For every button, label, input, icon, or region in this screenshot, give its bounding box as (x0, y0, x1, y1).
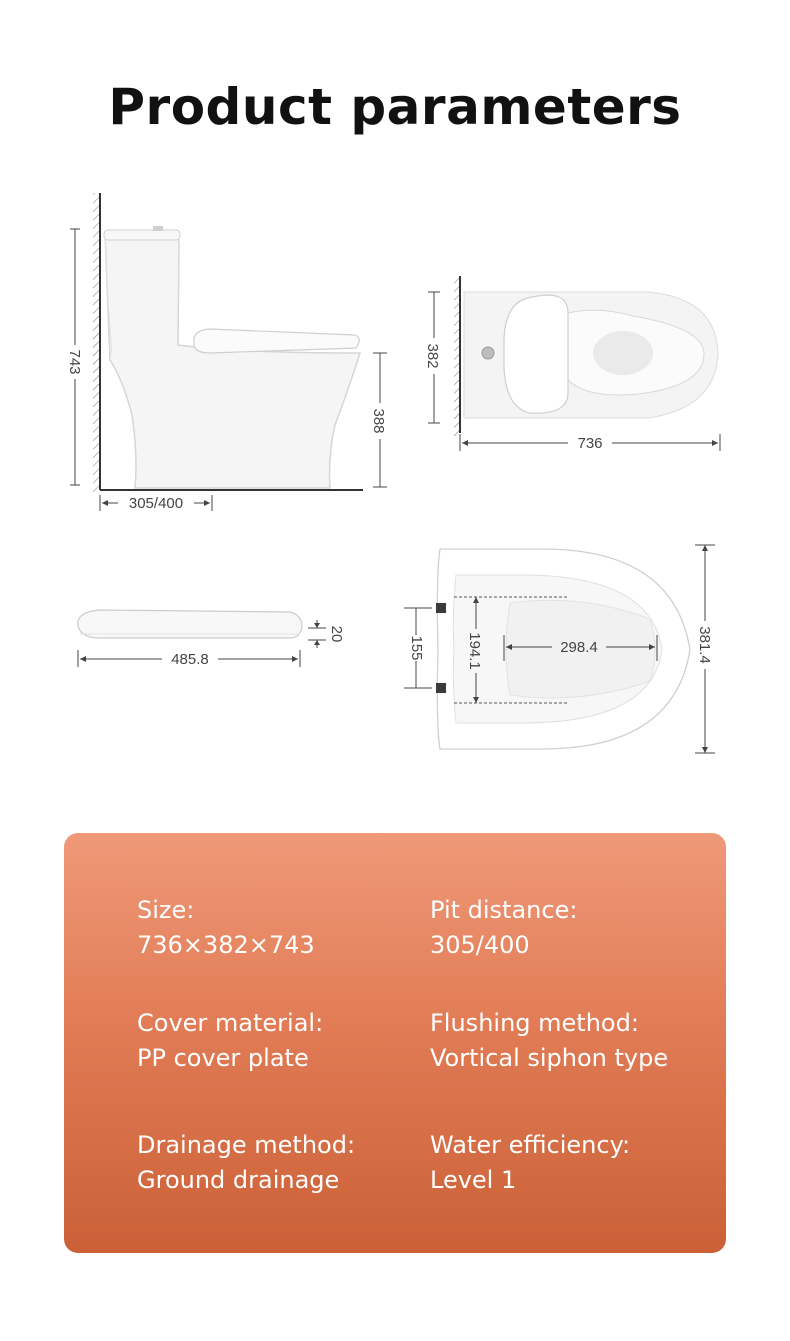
spec-water-efficiency-value: Level 1 (430, 1166, 517, 1194)
lid-profile-diagram (70, 590, 360, 680)
water-inlet (482, 347, 494, 359)
dim-pit-distance: 305/400 (128, 495, 184, 512)
page-title: Product parameters (108, 78, 682, 136)
seat-top-diagram (392, 535, 728, 765)
dim-lid-length: 485.8 (171, 651, 209, 668)
spec-size-label: Size: (137, 896, 195, 924)
dim-hinge-distance: 155 (408, 635, 425, 661)
spec-drainage-method (137, 1128, 355, 1198)
dim-seat-inner-length: 298.4 (560, 639, 598, 656)
dim-seat-width: 381.4 (696, 626, 713, 664)
spec-drainage-method-label: Drainage method: (137, 1131, 356, 1159)
spec-drainage-method-value: Ground drainage (137, 1166, 340, 1194)
spec-cover-material (137, 1006, 323, 1076)
spec-pit-distance (430, 893, 577, 963)
spec-card (64, 833, 726, 1253)
seat-lid-side (194, 329, 359, 353)
side-view-diagram (60, 185, 400, 520)
dim-top-width: 382 (424, 343, 441, 369)
spec-size (137, 893, 315, 963)
dim-side-height: 743 (66, 349, 83, 375)
hinge-top (436, 603, 446, 613)
top-view-diagram (418, 268, 738, 463)
spec-flushing-method-value: Vortical siphon type (430, 1044, 669, 1072)
dim-seat-inner-width: 194.1 (466, 632, 483, 670)
spec-water-efficiency-label: Water efficiency: (430, 1131, 631, 1159)
spec-cover-material-value: PP cover plate (137, 1044, 309, 1072)
spec-flushing-method-label: Flushing method: (430, 1009, 639, 1037)
dim-lid-thickness: 20 (328, 625, 345, 643)
bowl-opening (593, 331, 653, 375)
wall-hatch (93, 193, 100, 493)
flush-button (153, 226, 163, 231)
dim-seat-height: 388 (370, 408, 387, 434)
toilet-side-body (105, 233, 360, 488)
spec-flushing-method (430, 1006, 668, 1076)
dim-top-length: 736 (577, 435, 603, 452)
tank-lid (104, 230, 180, 240)
seat-lid-top (504, 295, 568, 413)
spec-pit-distance-label: Pit distance: (430, 896, 578, 924)
spec-pit-distance-value: 305/400 (430, 931, 530, 959)
spec-cover-material-label: Cover material: (137, 1009, 324, 1037)
spec-water-efficiency (430, 1128, 630, 1198)
spec-size-value: 736×382×743 (137, 931, 315, 959)
hinge-bottom (436, 683, 446, 693)
